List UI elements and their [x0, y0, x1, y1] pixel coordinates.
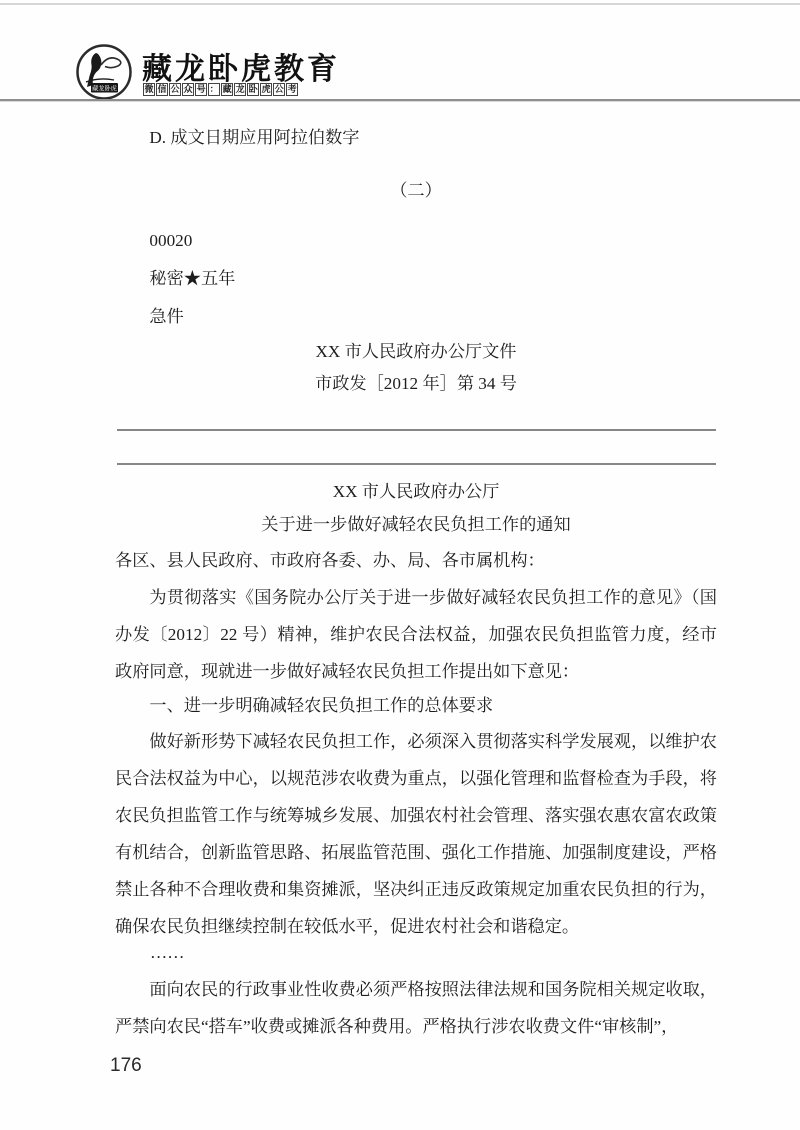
page-number: 176 [110, 1055, 142, 1076]
issuer-name: XX 市人民政府办公厅 [332, 482, 500, 501]
separator-rule-bottom [117, 463, 716, 465]
brand-subtitle: 微 信 公 众 号 ： 藏 龙 卧 虎 公 考 [144, 84, 297, 94]
logo-caption: 藏龙卧虎 [92, 85, 117, 93]
logo-calligraphy-swoosh-icon [101, 58, 121, 68]
brand-name: 藏龙卧虎教育 [142, 53, 340, 86]
exam-option-d: D. 成文日期应用阿拉伯数字 [149, 128, 360, 147]
paragraph-intro: 为贯彻落实《国务院办公厅关于进一步做好减轻农民负担工作的意见》（国办发〔2012〕22 号）精神，维护农民合法权益，加强农民负担监管力度，经市政府同意，现就进一步做好减轻农民负担工作提出如下意见： [115, 588, 717, 681]
logo-animal-icon [87, 53, 101, 87]
header-divider-rule [0, 99, 800, 101]
brand-logo [74, 42, 134, 102]
section-marker: （二） [390, 181, 442, 200]
doc-title: 关于进一步做好减轻农民负担工作的通知 [261, 515, 571, 534]
ellipsis-line: …… [150, 943, 185, 962]
paragraph-overall-requirements: 做好新形势下减轻农民负担工作，必须深入贯彻落实科学发展观，以维护农民合法权益为中心，以规范涉农收费为重点，以强化管理和监督检查为手段，将农民负担监管工作与统筹城乡发展、加强农村社会管理、落实强农惠农富农政策有机结合，创新监管思路、拓展监管范围、强化工作措施、加强制度建设，严格禁止各种不合理收费和集资摊派，坚决纠正违反政策规定加重农民负担的行为，确保农民负担继续控制在较低水平，促进农村社会和谐稳定。 [115, 732, 717, 936]
brand-logo-icon [74, 42, 134, 102]
section-heading-one: 一、进一步明确减轻农民负担工作的总体要求 [149, 696, 494, 715]
doc-serial-number: 00020 [149, 231, 193, 250]
doc-number: 市政发［2012 年］第 34 号 [315, 374, 517, 393]
urgency-label: 急件 [149, 307, 184, 326]
paragraph-fees: 面向农民的行政事业性收费必须严格按照法律法规和国务院相关规定收取，严禁向农民“搭车”收费或摊派各种费用。严格执行涉农收费文件“审核制”， [115, 980, 717, 1036]
letterhead: XX 市人民政府办公厅文件 [315, 342, 517, 361]
security-classification: 秘密★五年 [149, 269, 236, 288]
separator-rule-top [117, 429, 716, 431]
page-top-edge-line [0, 3, 800, 5]
salutation: 各区、县人民政府、市政府各委、办、局、各市属机构： [115, 551, 545, 570]
